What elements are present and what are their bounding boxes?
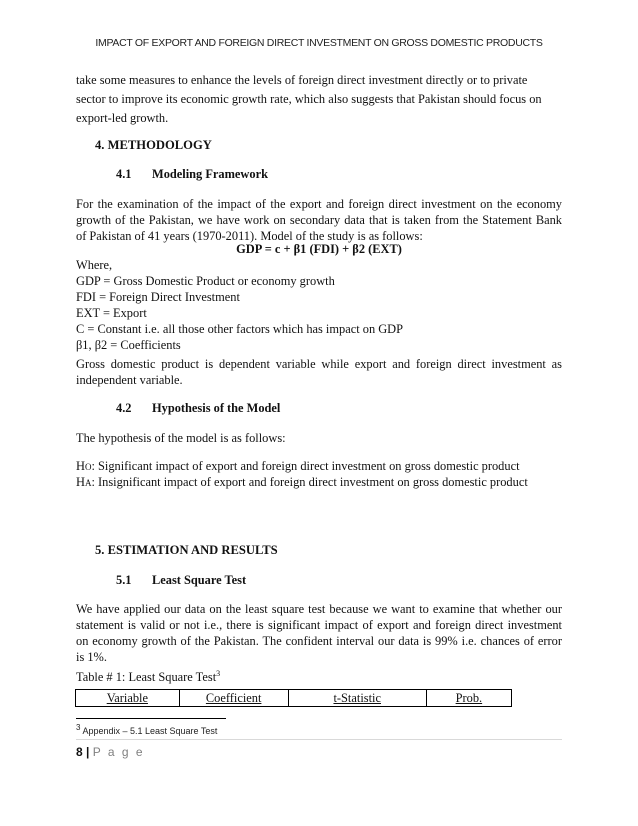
column-header: Variable: [76, 690, 180, 707]
least-square-table: [75, 689, 512, 707]
footnote: $^3$ Appendix – 5.1 Least Square Test: [76, 723, 218, 736]
definition-line: C = Constant i.e. all those other factors which has impact on GDP: [76, 322, 404, 336]
definition-line: β1, β2 = Coefficients: [76, 338, 181, 352]
table-header-row: [76, 690, 512, 707]
model-equation: GDP = c + β1 (FDI) + β2 (EXT): [236, 242, 402, 256]
text-line: statement is valid or not i.e., there is significant impact of export and foreign direct investment: [76, 618, 562, 632]
text-line: For the examination of the impact of the export and foreign direct investment on the economy: [76, 197, 562, 211]
subsection-title: Least Square Test: [152, 573, 247, 587]
table-caption: Table # 1: Least Square Test$^3$: [76, 668, 221, 684]
definition-line: GDP = Gross Domestic Product or economy growth: [76, 274, 335, 288]
column-header: Prob.: [426, 690, 511, 707]
page-footer: 8 | P a g e: [76, 745, 145, 759]
results-paragraph: [76, 601, 562, 665]
definition-line: Where,: [76, 258, 113, 272]
variables-paragraph: [76, 356, 562, 388]
running-header: IMPACT OF EXPORT AND FOREIGN DIRECT INVESTMENT ON GROSS DOMESTIC PRODUCTS: [95, 37, 543, 49]
page-number: 8: [76, 745, 83, 759]
subsection-number: 4.2: [116, 401, 132, 415]
column-header: Coefficient: [179, 690, 288, 707]
text-line: growth of the Pakistan, we have work on secondary data that is taken from the Statement Bank: [76, 213, 562, 227]
section-heading: 5. ESTIMATION AND RESULTS: [95, 543, 278, 557]
column-header: t-Statistic: [288, 690, 426, 707]
definitions-list: [76, 257, 562, 353]
text-line: export-led growth.: [76, 111, 169, 125]
text-line: of Pakistan of 41 years (1970-2011). Model of the study is as follows:: [76, 229, 423, 243]
text-line: We have applied our data on the least square test because we want to examine that whether our: [76, 602, 562, 616]
intro-paragraph: [76, 72, 562, 126]
footer-divider: [76, 739, 562, 740]
methodology-paragraph: [76, 196, 562, 244]
subsection-number: 4.1: [116, 167, 132, 181]
text-line: is 1%.: [76, 650, 107, 664]
section-heading: 4. METHODOLOGY: [95, 138, 212, 152]
text-line: sector to improve its economic growth rate, which also suggests that Pakistan should focus on: [76, 92, 542, 106]
definition-line: EXT = Export: [76, 306, 147, 320]
text-line: Gross domestic product is dependent variable while export and foreign direct investment as: [76, 357, 562, 371]
page-label: P a g e: [92, 745, 145, 759]
definition-line: FDI = Foreign Direct Investment: [76, 290, 240, 304]
text-line: on economy growth of the Pakistan. The confident interval our data is 99% i.e. chances of error: [76, 634, 562, 648]
text-line: take some measures to enhance the levels of foreign direct investment directly or to private: [76, 73, 528, 87]
alternative-hypothesis: HA: Insignificant impact of export and foreign direct investment on gross domestic product: [76, 475, 528, 489]
hypothesis-intro: The hypothesis of the model is as follows:: [76, 431, 286, 445]
subsection-number: 5.1: [116, 573, 132, 587]
footnote-ref: 3: [216, 668, 221, 678]
footnote-divider: [76, 718, 226, 719]
text-line: independent variable.: [76, 373, 183, 387]
subsection-title: Modeling Framework: [152, 167, 268, 181]
null-hypothesis: HO: Significant impact of export and foreign direct investment on gross domestic product: [76, 459, 520, 473]
subsection-title: Hypothesis of the Model: [152, 401, 281, 415]
